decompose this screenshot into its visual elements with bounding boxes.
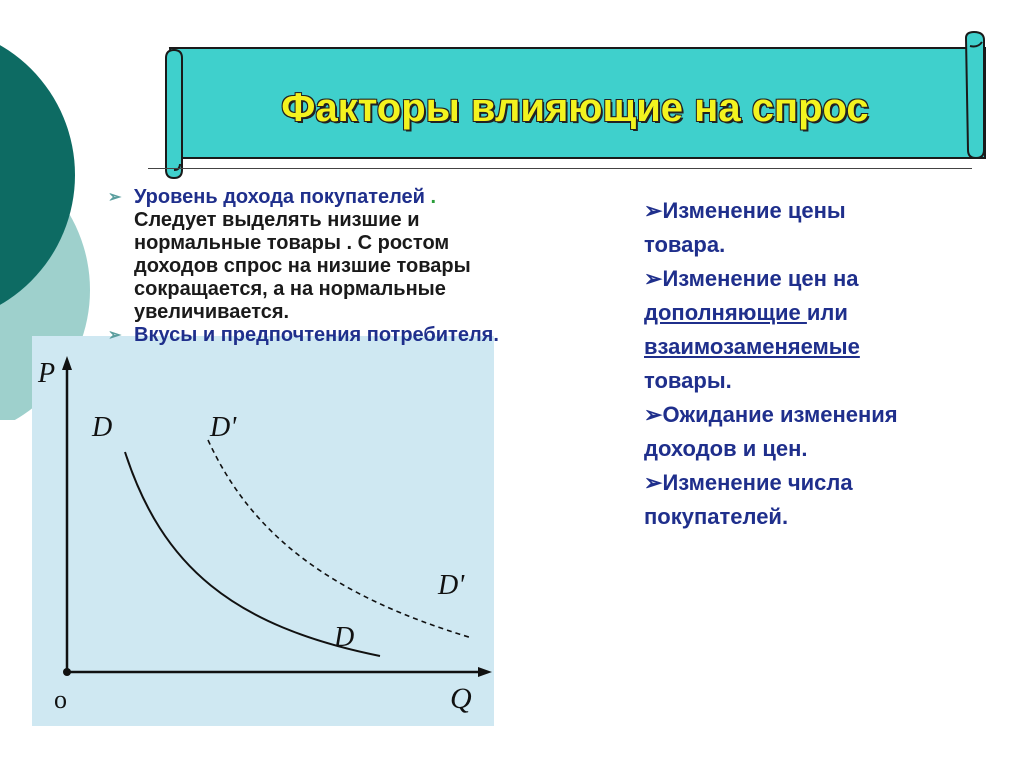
item-heading: Вкусы и предпочтения потребителя. — [134, 324, 499, 346]
item-dot: . — [430, 186, 437, 208]
arrow-bullet-icon: ➢ — [644, 402, 663, 427]
list-item-cont: товара. — [644, 232, 726, 257]
item-text-line: сокращается, а на нормальные — [134, 278, 446, 300]
arrow-bullet-icon: ➢ — [644, 470, 663, 495]
arrow-bullet-icon: ➢ — [644, 266, 663, 291]
x-axis-label: Q — [450, 682, 472, 715]
list-item — [108, 186, 668, 324]
item-text-line: доходов спрос на низшие товары — [134, 255, 471, 277]
curve-label-d-prime-end: D' — [438, 570, 465, 601]
list-item-cont: товары. — [644, 368, 732, 393]
list-item — [108, 324, 668, 347]
item-text-line: Следует выделять низшие и — [134, 209, 420, 231]
y-axis-label: P — [38, 358, 56, 389]
left-bullet-list — [108, 186, 668, 347]
origin-point — [63, 668, 71, 676]
curve-label-d-end: D — [334, 622, 355, 653]
item-text-line: увеличивается. — [134, 301, 290, 323]
curve-label-d-prime-start: D' — [210, 412, 237, 443]
curve-label-d-start: D — [92, 412, 113, 443]
list-item-cont: взаимозаменяемые — [644, 334, 860, 359]
list-item: ➢Изменение числа — [644, 470, 853, 495]
page-title: Факторы влияющие на спрос — [281, 86, 869, 130]
arrow-bullet-icon: ➢ — [108, 189, 122, 206]
arrow-bullet-icon: ➢ — [644, 198, 663, 223]
item-text-line: нормальные товары . С ростом — [134, 232, 450, 254]
right-factor-list — [644, 194, 1014, 534]
list-item-cont: доходов и цен. — [644, 436, 808, 461]
demand-shift-chart — [32, 336, 494, 726]
list-item: ➢Изменение цены — [644, 198, 846, 223]
item-heading: Уровень дохода покупателей — [134, 186, 425, 208]
list-item: ➢Изменение цен на — [644, 266, 859, 291]
list-item: ➢Ожидание изменения — [644, 402, 898, 427]
arrow-bullet-icon: ➢ — [108, 327, 122, 344]
list-item-cont: покупателей. — [644, 504, 789, 529]
list-item-cont: дополняющие или — [644, 300, 848, 325]
origin-label: o — [54, 685, 67, 714]
title-divider — [148, 168, 972, 169]
